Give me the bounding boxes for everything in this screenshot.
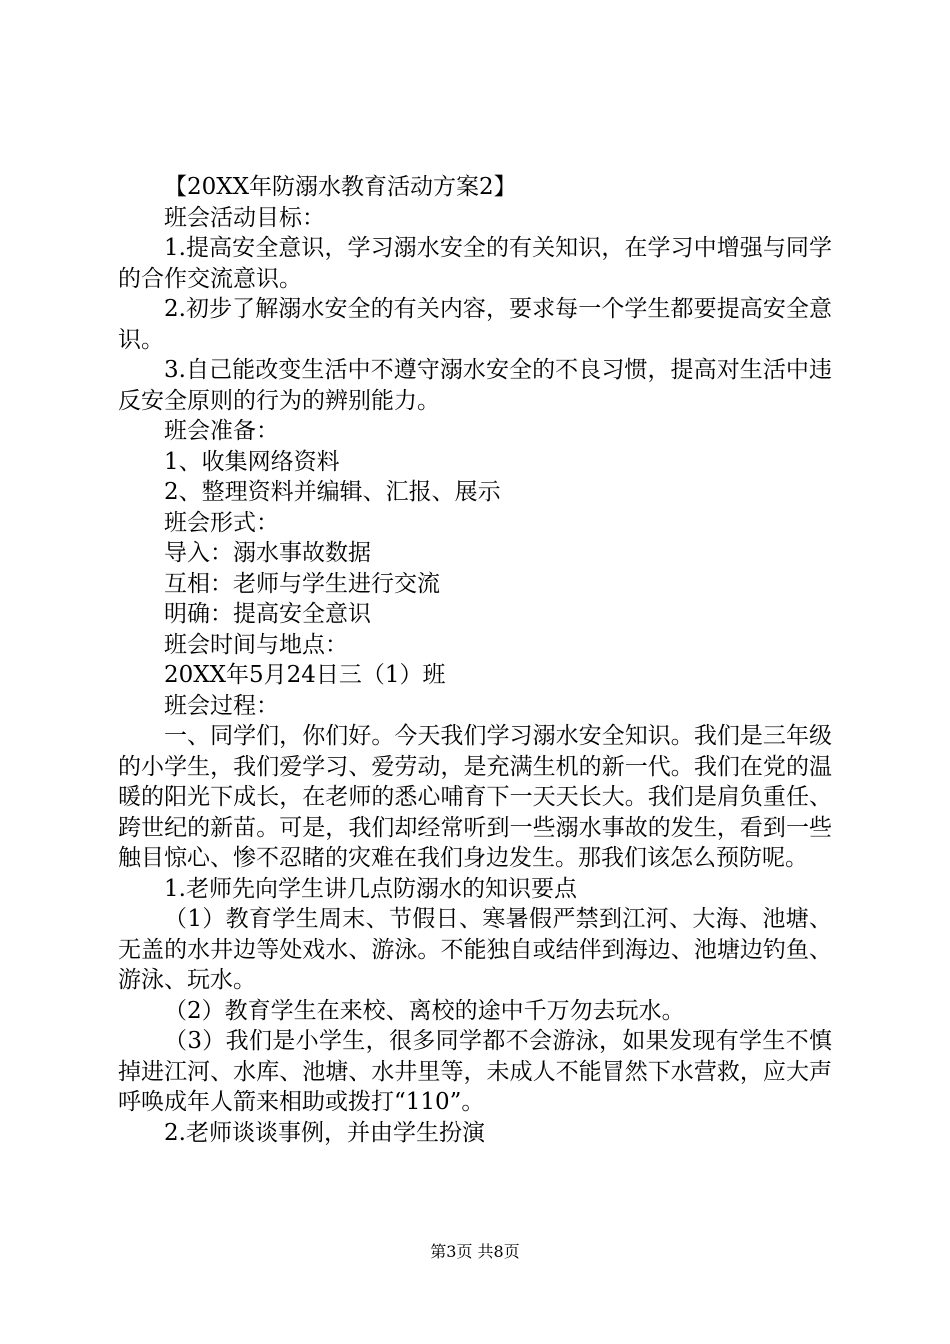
paragraph-process-heading: 班会过程： (164, 692, 279, 719)
paragraph-process-step-1: 1.老师先向学生讲几点防溺水的知识要点 (164, 875, 577, 902)
paragraph-objective-1: 1.提高安全意识，学习溺水安全的有关知识，在学习中增强与同学的合作交流意识。 (118, 235, 832, 292)
paragraph-format-heading: 班会形式： (164, 509, 279, 536)
document-title: 【20XX年防溺水教育活动方案2】 (164, 174, 517, 200)
paragraph-point-3: （3）我们是小学生，很多同学都不会游泳，如果发现有学生不慎掉进江河、水库、池塘、水井里等，未成人不能冒然下水营救，应大声呼唤成年人箭来相助或拨打“110”。 (118, 1028, 832, 1115)
paragraph-objective-3: 3.自己能改变生活中不遵守溺水安全的不良习惯，提高对生活中违反安全原则的行为的辨别能力。 (118, 357, 832, 414)
paragraph-preparation-1: 1、收集网络资料 (164, 448, 340, 475)
paragraph-format-clarify: 明确：提高安全意识 (164, 601, 371, 627)
document-body (118, 172, 832, 1148)
paragraph-format-intro: 导入：溺水事故数据 (164, 540, 371, 566)
paragraph-time-place-heading: 班会时间与地点： (164, 631, 348, 658)
paragraph-objective-2: 2.初步了解溺水安全的有关内容，要求每一个学生都要提高安全意识。 (118, 296, 832, 353)
paragraph-preparation-2: 2、整理资料并编辑、汇报、展示 (164, 479, 501, 505)
paragraph-point-2: （2）教育学生在来校、离校的途中千万勿去玩水。 (164, 997, 685, 1024)
paragraph-time-place: 20XX年5月24日三（1）班 (164, 662, 446, 688)
paragraph-point-1: （1）教育学生周末、节假日、寒暑假严禁到江河、大海、池塘、无盖的水井边等处戏水、游泳。不能独自或结伴到海边、池塘边钓鱼、游泳、玩水。 (118, 906, 832, 993)
paragraph-objectives-heading: 班会活动目标： (164, 204, 325, 231)
paragraph-process-intro: 一、同学们，你们好。今天我们学习溺水安全知识。我们是三年级的小学生，我们爱学习、爱劳动，是充满生机的新一代。我们在党的温暖的阳光下成长，在老师的悉心哺育下一天天长大。我们是肩负重任、跨世纪的新苗。可是，我们却经常听到一些溺水事故的发生，看到一些触目惊心、惨不忍睹的灾难在我们身边发生。那我们该怎么预防呢。 (118, 723, 832, 871)
paragraph-process-step-2: 2.老师谈谈事例，并由学生扮演 (164, 1119, 485, 1146)
page-number-footer: 第3页 共8页 (430, 1242, 520, 1261)
paragraph-preparation-heading: 班会准备： (164, 418, 279, 444)
paragraph-format-exchange: 互相：老师与学生进行交流 (164, 570, 440, 597)
